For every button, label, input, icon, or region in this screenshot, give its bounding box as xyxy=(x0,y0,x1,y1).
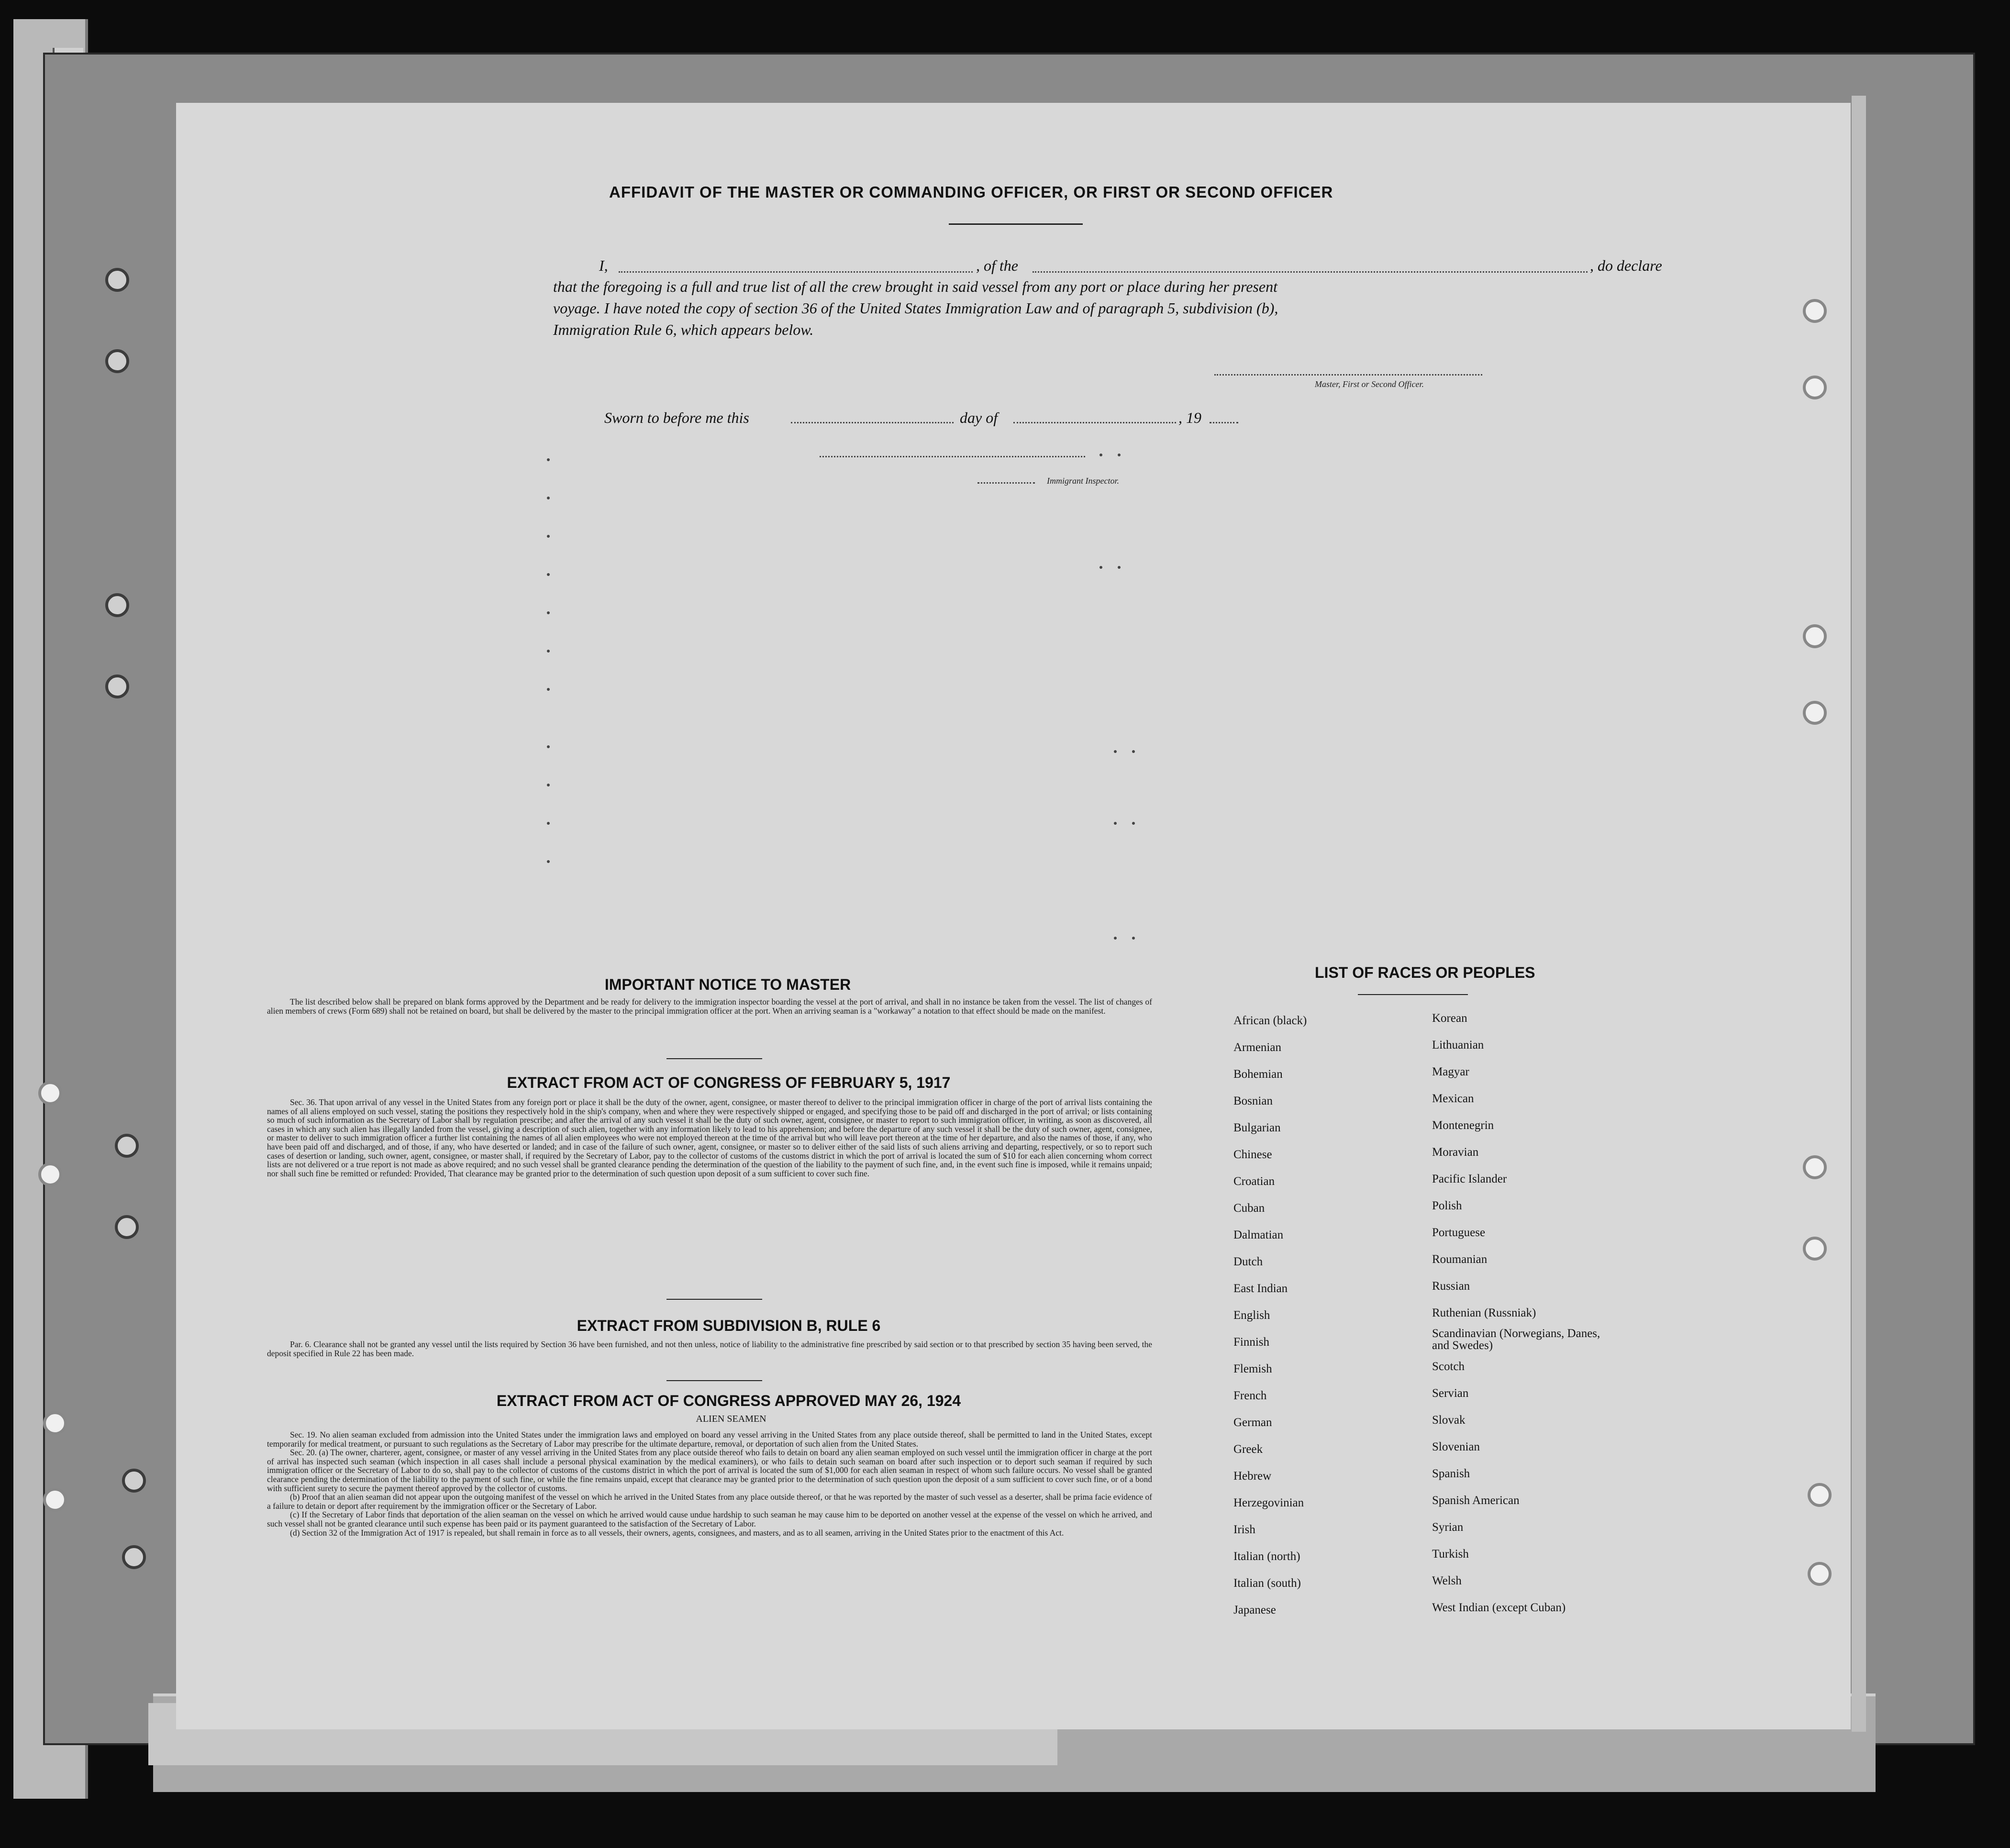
page-hole-icon xyxy=(1803,1155,1827,1179)
rule6-rule xyxy=(666,1380,762,1381)
affidavit-line-3: voyage. I have noted the copy of section 36 of the United States Immigration Law and of paragraph 5, subdivision (b), xyxy=(553,299,1278,317)
race-item: Magyar xyxy=(1432,1065,1469,1078)
race-item: West Indian (except Cuban) xyxy=(1432,1601,1566,1614)
margin-dot xyxy=(1118,566,1121,569)
sworn-month-field[interactable] xyxy=(1013,422,1176,423)
sworn-year-field[interactable] xyxy=(1210,422,1238,423)
affidavit-line-4: Immigration Rule 6, which appears below. xyxy=(553,321,814,338)
binder-hole-icon xyxy=(115,1134,139,1158)
race-item: Servian xyxy=(1432,1387,1469,1400)
margin-dot xyxy=(547,497,550,499)
race-item: Slovak xyxy=(1432,1414,1466,1427)
extract-1924-paragraph: (d) Section 32 of the Immigration Act of 1917 is repealed, but shall remain in force as to all vessels, their owners, agents, consignees, and masters, and as to all seamen, arriving in the United States prior to the enactment of this Act. xyxy=(290,1527,1064,1538)
page-hole-icon xyxy=(1803,376,1827,399)
binder-hole-icon xyxy=(43,1411,67,1435)
declarant-name-field[interactable] xyxy=(619,271,973,273)
vessel-prefix: , of the xyxy=(976,257,1018,274)
affidavit-title: AFFIDAVIT OF THE MASTER OR COMMANDING OFFICER, OR FIRST OR SECOND OFFICER xyxy=(609,183,1333,201)
rule6-paragraph: Par. 6. Clearance shall not be granted any vessel until the lists required by Section 36 have been furnished, and not then unless, notice of liability to the administrative fine prescribed by said section or to that prescribed by section 35 having been served, the deposit specified in Rule 22 has been made. xyxy=(267,1339,1152,1358)
race-item: Greek xyxy=(1233,1443,1263,1456)
extract-1924-paragraph: Sec. 20. (a) The owner, charterer, agent, consignee, or master of any vessel arriving in the United States from any place outside thereof who fails to detain on board any alien seaman employed on such vessel until the immigration officer in charge at the port of arrival has inspected such seaman (which inspection in all cases shall include a personal physical examination by the medical examiners), or who fails to detain such seaman on board after such inspection or to deport such seaman if required by such immigration officer or the Secretary of Labor to do so, shall pay to the collector of customs of the customs district in which the port of arrival is located the sum of $1,000 for each alien seaman in respect of whom such failure occurs. No vessel shall be granted clearance pending the determination of the liability to the payment of such fine, or while the fine remains unpaid, except that clearance may be granted prior to the determination of such question upon the deposit of a sum sufficient to cover such fine, or of a bond with sufficient surety to secure the payment thereof approved by the collector of customs. xyxy=(267,1448,1152,1493)
race-item: Montenegrin xyxy=(1432,1119,1494,1132)
race-item: Spanish American xyxy=(1432,1494,1520,1507)
notice-rule xyxy=(666,1058,762,1059)
margin-dot xyxy=(1099,454,1102,456)
day-of-label: day of xyxy=(960,409,998,426)
margin-dot xyxy=(1114,937,1117,940)
page-hole-icon xyxy=(1803,701,1827,725)
extract-1924-paragraph: (c) If the Secretary of Labor finds that deportation of the alien seaman on the vessel on which he arrived would cause undue hardship to such seaman he may cause him to be deported on another vessel at the expense of the vessel on which he arrived, and such vessel shall not be granted clearance until such expense has been paid or its payment guaranteed to the satisfaction of the Secretary of Labor. xyxy=(267,1510,1152,1528)
inspector-signature-field[interactable] xyxy=(820,456,1085,457)
race-item: Finnish xyxy=(1233,1336,1270,1349)
binder-hole-icon xyxy=(38,1081,62,1105)
page-hole-icon xyxy=(1803,624,1827,648)
margin-dot xyxy=(547,822,550,825)
page-hole-icon xyxy=(1803,1237,1827,1261)
race-item: Welsh xyxy=(1432,1574,1462,1587)
race-item: Russian xyxy=(1432,1280,1470,1293)
form-page xyxy=(176,103,1851,1729)
extract-1924-title: EXTRACT FROM ACT OF CONGRESS APPROVED MAY 26, 1924 xyxy=(496,1392,961,1409)
margin-dot xyxy=(1132,937,1135,940)
race-item: African (black) xyxy=(1233,1014,1307,1027)
race-item: Spanish xyxy=(1432,1467,1470,1480)
binder-hole-icon xyxy=(115,1215,139,1239)
extract-1917-title: EXTRACT FROM ACT OF CONGRESS OF FEBRUARY 5, 1917 xyxy=(507,1074,951,1091)
race-item: Lithuanian xyxy=(1432,1039,1484,1051)
notice-title: IMPORTANT NOTICE TO MASTER xyxy=(604,976,851,993)
margin-dot xyxy=(547,611,550,614)
declarant-prefix: I, xyxy=(599,257,608,274)
notice-text xyxy=(267,997,1152,1015)
race-item: Scotch xyxy=(1432,1360,1465,1373)
race-item: Polish xyxy=(1432,1199,1462,1212)
notice-paragraph: The list described below shall be prepared on blank forms approved by the Department and be ready for delivery to the immigration inspector boarding the vessel at the port of arrival, and shall in no instance be taken from the vessel. The list of changes of alien members of crews (Form 689) shall not be retained on board, but shall be delivered by the master to the principal immigration officer at the port. When an arriving seaman is a "workaway" a notation to that effect should be made on the manifest. xyxy=(267,997,1152,1016)
races-rule xyxy=(1358,994,1468,995)
race-item: Flemish xyxy=(1233,1362,1272,1375)
page-hole-icon xyxy=(1808,1562,1832,1586)
binder-hole-icon xyxy=(105,268,129,292)
race-item: Turkish xyxy=(1432,1548,1469,1560)
margin-dot xyxy=(1114,750,1117,753)
margin-dot xyxy=(547,688,550,691)
officer-signature-field[interactable] xyxy=(1214,374,1482,376)
race-item: Dalmatian xyxy=(1233,1228,1284,1241)
rule6-text xyxy=(267,1340,1152,1358)
margin-dot xyxy=(547,458,550,461)
binder-hole-icon xyxy=(122,1469,146,1493)
margin-dot xyxy=(547,650,550,653)
race-item: English xyxy=(1233,1309,1270,1322)
margin-dot xyxy=(547,784,550,786)
race-item: Scandinavian (Norwegians, Danes, and Swedes) xyxy=(1432,1327,1600,1352)
race-item: French xyxy=(1233,1389,1267,1402)
race-item: Mexican xyxy=(1432,1092,1474,1105)
race-item: Cuban xyxy=(1233,1202,1265,1215)
margin-dot xyxy=(1114,822,1117,825)
race-item: Italian (south) xyxy=(1233,1577,1301,1590)
race-item: Bosnian xyxy=(1233,1095,1273,1107)
extract-1924-paragraph: Sec. 19. No alien seaman excluded from admission into the United States under the immigration laws and employed on board any vessel arriving in the United States from any place outside thereof, shall be permitted to land in the United States, except temporarily for medical treatment, or pursuant to such regulations as the Secretary of Labor may prescribe for the ultimate departure, removal, or deportation of such alien from the United States. xyxy=(267,1430,1152,1449)
race-item: Japanese xyxy=(1233,1604,1276,1616)
race-item: Italian (north) xyxy=(1233,1550,1300,1563)
extract-1917-text xyxy=(267,1098,1152,1178)
extract-1924-text xyxy=(267,1430,1152,1537)
extract-1924-paragraph: (b) Proof that an alien seaman did not appear upon the outgoing manifest of the vessel on which he arrived in the United States from any place outside thereof, or that he was reported by the master of such vessel as a deserter, shall be prima facie evidence of a failure to detain or deport after requirement by the immigration officer or the Secretary of Labor. xyxy=(267,1492,1152,1511)
title-rule xyxy=(949,223,1083,225)
declare-suffix: , do declare xyxy=(1590,257,1662,274)
margin-dot xyxy=(1132,822,1135,825)
race-item: Syrian xyxy=(1432,1521,1464,1534)
extract-1924-subtitle: ALIEN SEAMEN xyxy=(696,1414,766,1424)
inspector-caption: Immigrant Inspector. xyxy=(1047,476,1119,486)
binder-hole-icon xyxy=(105,593,129,617)
race-item: Armenian xyxy=(1233,1041,1281,1054)
binder-hole-icon xyxy=(43,1488,67,1512)
race-item: Pacific Islander xyxy=(1432,1173,1507,1185)
binder-hole-icon xyxy=(38,1162,62,1186)
sworn-day-field[interactable] xyxy=(791,422,954,423)
officer-signature-caption: Master, First or Second Officer. xyxy=(1315,379,1424,389)
race-item: East Indian xyxy=(1233,1282,1288,1295)
race-item: Roumanian xyxy=(1432,1253,1488,1266)
year-label: , 19 xyxy=(1178,409,1201,426)
binder-hole-icon xyxy=(105,675,129,698)
race-item: Moravian xyxy=(1432,1146,1479,1159)
page-edge xyxy=(1852,96,1866,1732)
margin-dot xyxy=(547,860,550,863)
binder-hole-icon xyxy=(105,349,129,373)
race-item: Portuguese xyxy=(1432,1226,1486,1239)
margin-dot xyxy=(1099,566,1102,569)
inspector-signature-field-2[interactable] xyxy=(977,482,1035,484)
sworn-label: Sworn to before me this xyxy=(604,409,749,426)
margin-dot xyxy=(547,535,550,538)
race-item: Slovenian xyxy=(1432,1440,1480,1453)
margin-dot xyxy=(547,573,550,576)
race-item: German xyxy=(1233,1416,1272,1429)
page-hole-icon xyxy=(1803,299,1827,323)
margin-dot xyxy=(1132,750,1135,753)
race-item: Korean xyxy=(1432,1012,1467,1025)
race-item: Bohemian xyxy=(1233,1068,1283,1081)
race-item: Bulgarian xyxy=(1233,1121,1281,1134)
page-hole-icon xyxy=(1808,1483,1832,1507)
binder-hole-icon xyxy=(122,1545,146,1569)
margin-dot xyxy=(547,745,550,748)
race-item: Ruthenian (Russniak) xyxy=(1432,1306,1536,1319)
race-item: Chinese xyxy=(1233,1148,1272,1161)
vessel-name-field[interactable] xyxy=(1033,271,1588,273)
race-item: Hebrew xyxy=(1233,1470,1272,1483)
races-title: LIST OF RACES OR PEOPLES xyxy=(1315,964,1535,981)
extract-1917-paragraph: Sec. 36. That upon arrival of any vessel in the United States from any foreign port or place it shall be the duty of the owner, agent, consignee, or master thereof to deliver to the principal immigration officer in charge of the port of arrival lists containing the names of all aliens employed on such vessel, stating the positions they respectively hold in the ship's company, when and where they were respectively shipped or engaged, and specifying those to be paid off and discharged in the port of arrival; or lists containing so much of such information as the Secretary of Labor shall by regulation prescribe; and after the arrival of any such vessel it shall be the duty of such owner, agent, consignee, or master to report to such immigration officer, in writing, as soon as discovered, all cases in which any such alien has illegally landed from the vessel, giving a description of such alien, together with any information likely to lead to his apprehension; and before the departure of any such vessel it shall be the duty of such owner, agent, consignee, or master to deliver to such immigration officer a further list containing the names of all alien employees who were not employed thereon at the time of the arrival but who will leave port thereon at the time of her departure, and also the names of those, if any, who have been paid off and discharged, and of those, if any, who have deserted or landed; and in case of the failure of such owner, agent, consignee, or master so to deliver either of the said lists of such aliens arriving and departing, respectively, or so to report such cases of desertion or landing, such owner, agent, consignee, or master shall, if required by the Secretary of Labor, pay to the collector of customs of the customs district in which the port of arrival is located the sum of $10 for each alien concerning whom correct lists are not delivered or a true report is not made as above required; and no such vessel shall be granted clearance pending the determination of the question of the liability to the payment of such fine, and, in the event such fine is imposed, while it remains unpaid; nor shall such fine be remitted or refunded: Provided, That clearance may be granted prior to the determination of such question upon deposit of a sum sufficient to cover such fine. xyxy=(267,1097,1152,1178)
race-item: Irish xyxy=(1233,1523,1255,1536)
affidavit-line-2: that the foregoing is a full and true list of all the crew brought in said vessel from any port or place during her present xyxy=(553,278,1277,295)
race-item: Dutch xyxy=(1233,1255,1263,1268)
rule6-title: EXTRACT FROM SUBDIVISION B, RULE 6 xyxy=(577,1317,881,1334)
margin-dot xyxy=(1118,454,1121,456)
race-item: Croatian xyxy=(1233,1175,1275,1188)
race-item: Herzegovinian xyxy=(1233,1496,1304,1509)
extract-1917-rule xyxy=(666,1299,762,1300)
